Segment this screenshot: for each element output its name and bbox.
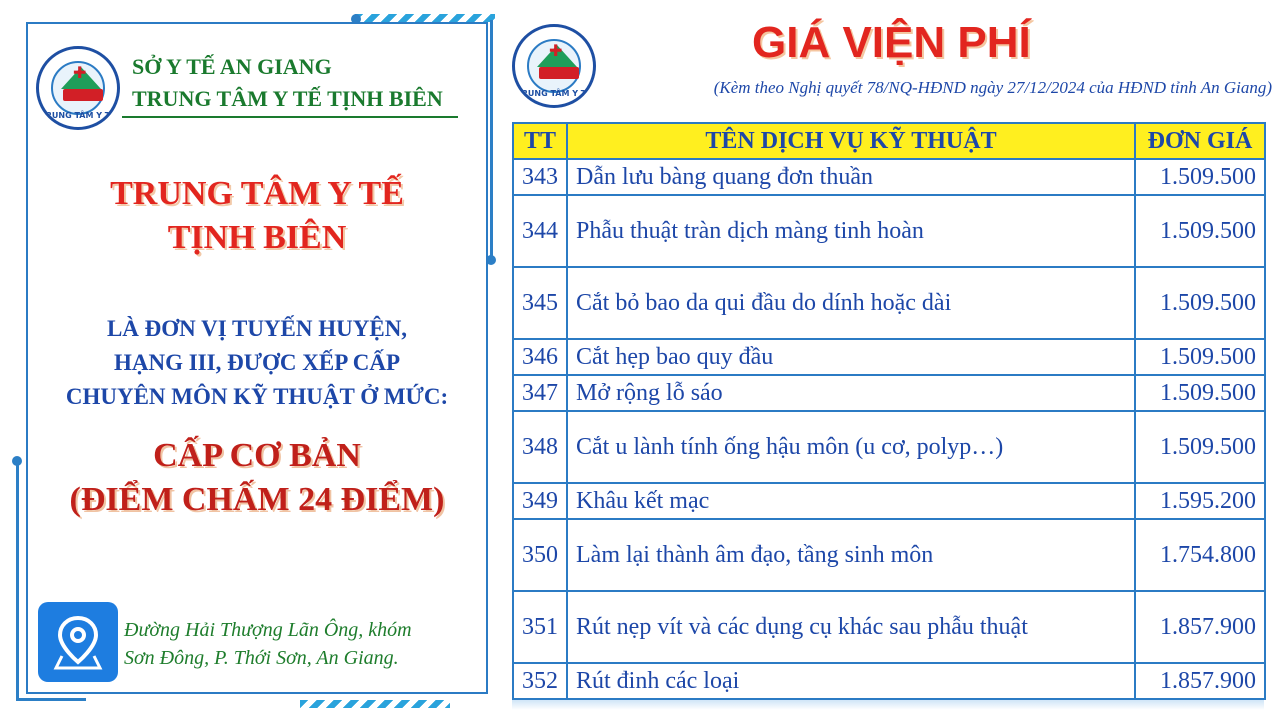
decorative-line	[490, 20, 493, 260]
decorative-dot	[12, 456, 22, 466]
table-header-row	[513, 123, 1265, 159]
row-number: 343	[513, 159, 567, 195]
table-row	[513, 267, 1265, 339]
service-price: 1.509.500	[1135, 375, 1265, 411]
logo-text: TRUNG TÂM Y TẾ	[516, 89, 592, 98]
description-line1: LÀ ĐƠN VỊ TUYẾN HUYỆN,	[106, 316, 408, 341]
service-name: Dẫn lưu bàng quang đơn thuần	[567, 159, 1135, 195]
bottom-strip	[512, 700, 1264, 710]
service-price: 1.754.800	[1135, 519, 1265, 591]
service-name: Phẫu thuật tràn dịch màng tinh hoàn	[567, 195, 1135, 267]
header-service-name: TÊN DỊCH VỤ KỸ THUẬT	[567, 123, 1135, 159]
table-row	[513, 339, 1265, 375]
header-price: ĐƠN GIÁ	[1135, 123, 1265, 159]
service-price: 1.509.500	[1135, 159, 1265, 195]
table-row	[513, 375, 1265, 411]
address-line2: Sơn Đông, P. Thới Sơn, An Giang.	[124, 647, 399, 669]
row-number: 350	[513, 519, 567, 591]
service-price: 1.595.200	[1135, 483, 1265, 519]
hospital-logo-icon: ✚ TRUNG TÂM Y TẾ	[36, 46, 120, 130]
table-row	[513, 195, 1265, 267]
org-center-name: TRUNG TÂM Y TẾ TỊNH BIÊN	[132, 86, 443, 111]
row-number: 351	[513, 591, 567, 663]
org-department: SỞ Y TẾ AN GIANG	[132, 54, 332, 79]
hospital-logo-icon: ✚ TRUNG TÂM Y TẾ	[512, 24, 596, 108]
service-name: Mở rộng lỗ sáo	[567, 375, 1135, 411]
service-name: Cắt bỏ bao da qui đầu do dính hoặc dài	[567, 267, 1135, 339]
service-price: 1.857.900	[1135, 663, 1265, 699]
service-name: Cắt hẹp bao quy đầu	[567, 339, 1135, 375]
address-block	[124, 616, 484, 672]
logo-text: TRUNG TÂM Y TẾ	[40, 111, 116, 120]
description-line2: HẠNG III, ĐƯỢC XẾP CẤP	[113, 350, 401, 375]
service-name: Cắt u lành tính ống hậu môn (u cơ, polyp…)	[567, 411, 1135, 483]
row-number: 348	[513, 411, 567, 483]
level-line1: CẤP CƠ BẢN	[153, 437, 361, 474]
service-price: 1.509.500	[1135, 267, 1265, 339]
left-info-panel	[26, 22, 488, 694]
table-row	[513, 591, 1265, 663]
main-title-line2: TỊNH BIÊN	[167, 219, 347, 256]
decorative-line	[16, 460, 19, 700]
row-number: 347	[513, 375, 567, 411]
service-name: Rút nẹp vít và các dụng cụ khác sau phẫu thuật	[567, 591, 1135, 663]
decorative-line	[16, 698, 86, 701]
service-name: Khâu kết mạc	[567, 483, 1135, 519]
row-number: 349	[513, 483, 567, 519]
table-row	[513, 519, 1265, 591]
main-title-line1: TRUNG TÂM Y TẾ	[110, 175, 404, 212]
service-price: 1.509.500	[1135, 411, 1265, 483]
service-name: Rút đinh các loại	[567, 663, 1135, 699]
price-table	[512, 122, 1266, 700]
org-underline	[122, 116, 458, 118]
address-line1: Đường Hải Thượng Lãn Ông, khóm	[124, 619, 412, 641]
table-row	[513, 411, 1265, 483]
row-number: 344	[513, 195, 567, 267]
decorative-stripe-top	[355, 14, 495, 22]
description-line3: CHUYÊN MÔN KỸ THUẬT Ở MỨC:	[65, 384, 449, 409]
header-tt: TT	[513, 123, 567, 159]
row-number: 352	[513, 663, 567, 699]
price-list-subtitle: (Kèm theo Nghị quyết 78/NQ-HĐND ngày 27/12/2024 của HĐND tỉnh An Giang)	[713, 78, 1272, 97]
service-name: Làm lại thành âm đạo, tầng sinh môn	[567, 519, 1135, 591]
service-price: 1.857.900	[1135, 591, 1265, 663]
table-row	[513, 483, 1265, 519]
service-price: 1.509.500	[1135, 195, 1265, 267]
service-price: 1.509.500	[1135, 339, 1265, 375]
org-name-block	[132, 54, 443, 112]
price-list-title: GIÁ VIỆN PHÍ	[752, 18, 1031, 67]
row-number: 346	[513, 339, 567, 375]
map-pin-icon	[38, 602, 118, 682]
decorative-stripe-bottom	[300, 700, 450, 708]
table-row	[513, 159, 1265, 195]
level-line2: (ĐIỂM CHẤM 24 ĐIỂM)	[69, 481, 445, 518]
row-number: 345	[513, 267, 567, 339]
table-row	[513, 663, 1265, 699]
price-list-panel	[512, 6, 1280, 720]
